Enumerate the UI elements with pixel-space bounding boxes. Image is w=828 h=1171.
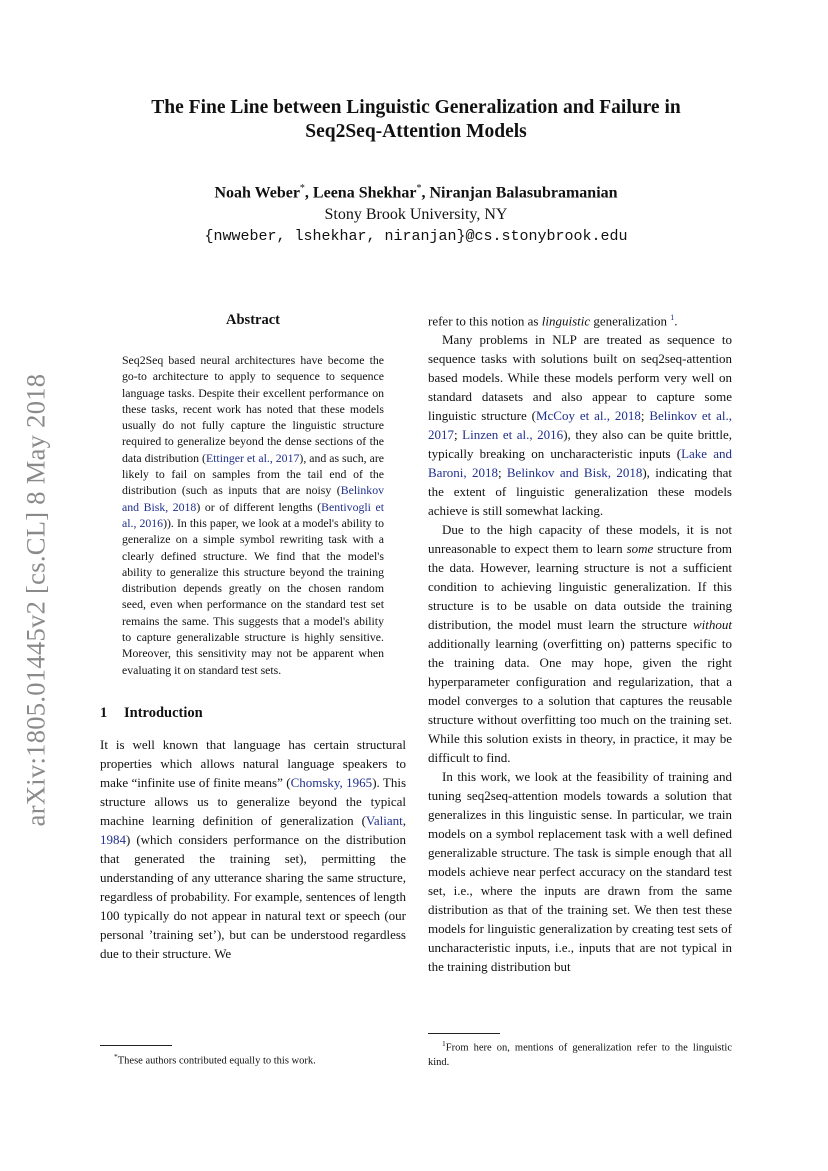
citation-link[interactable]: 1984 — [100, 831, 126, 847]
arxiv-identifier: arXiv:1805.01445v2 [cs.CL] 8 May 2018 — [20, 373, 51, 827]
footnote-rule — [428, 1033, 500, 1034]
citation-link[interactable]: Chomsky, 1965 — [290, 774, 373, 790]
author-3: Niranjan Balasubramanian — [429, 184, 618, 202]
author-emails: {nwweber, lshekhar, niranjan}@cs.stonybrook.edu — [204, 228, 628, 246]
author-2: Leena Shekhar — [312, 184, 417, 202]
body-paragraph: In this work, we look at the feasibility of training and tuning seq2seq-attention models towards a solution that generalizes in this linguistic sense. In particular, we train models on a symbol replacement task with a well defined generalizable structure. The task is simple enough that all models achieve near perfect accuracy on the standard test set, i.e., where the inputs are drawn from the same distribution as that of the training set. We then test these models for linguistic generalization by creating test sets of uncharacteristic inputs, i.e., inputs that are not typical in the training distribution but — [428, 769, 732, 975]
citation-link[interactable]: Belinkov et al., 2017 — [428, 408, 732, 443]
abstract-text: Seq2Seq based neural architectures have become the go-to architecture to apply to sequence to sequence language tasks. Despite their excellent performance on these tasks, recent work has noted that these models usually do not fully capture the linguistic structure required to generalize beyond the dense sections of the data distribution (Ettinger et al., 2017), and as such, are likely to fail on samples from the tail end of the distribution (such as inputs that are noisy (Belinkov and Bisk, 2018) or of different lengths (Bentivogli et al., 2016)). In this paper, we look at a model's ability to generalize on a simple symbol rewriting task with a clearly defined structure. We find that the model's ability to generalize this structure beyond the training distribution depends greatly on the chosen random seed, even when performance on the standard test set remains the same. This suggests that a model's ability to capture generalizable structure is highly sensitive. Moreover, this sensitivity may not be apparent when evaluating it on standard test sets. — [122, 353, 385, 677]
equal-contribution-mark: * — [416, 183, 422, 194]
citation-link[interactable]: Linzen et al., 2016 — [462, 427, 564, 443]
citation-link[interactable]: Lake and Baroni, 2018 — [428, 446, 732, 481]
paragraph-continuation: refer to this notion as linguistic generalization $^1$. — [428, 313, 678, 329]
footnote-link[interactable]: 1 — [670, 313, 675, 322]
abstract-heading: Abstract — [226, 312, 280, 328]
body-paragraph: Many problems in NLP are treated as sequence to sequence tasks with solutions built on seq2seq-attention based models. While these models perform very well on standard datasets and also appear to capture some linguistic structure (McCoy et al., 2018; Belinkov et al., 2017; Linzen et al., 2016), they also can be quite brittle, typically breaking on uncharacteristic inputs (Lake and Baroni, 2018; Belinkov and Bisk, 2018), indicating that the extent of linguistic generalization these models achieve is still somewhat lacking. — [428, 332, 732, 519]
author-block — [100, 178, 732, 248]
footnote-1: $^1$From here on, mentions of generalization refer to the linguistic kind. — [428, 1039, 732, 1068]
footnote-equal-contribution: *These authors contributed equally to this work. — [114, 1052, 316, 1067]
footnote-rule — [100, 1045, 172, 1046]
title-line-2: Seq2Seq-Attention Models — [305, 121, 527, 142]
right-column — [428, 308, 732, 976]
title-line-1: The Fine Line between Linguistic Generalization and Failure in — [151, 97, 681, 118]
intro-paragraph: It is well known that language has certain structural properties which allows natural language speakers to make “infinite use of finite means” (Chomsky, 1965). This structure allows us to generalize beyond the typical machine learning definition of generalization (Valiant, 1984) (which considers performance on the distribution that generated the training set), permitting the understanding of any utterance sharing the same structure, regardless of probability. For example, sentences of length 100 typically do not appear in natural text or speech (our personal ’training set’), but can be understood regardless due to their structure. We — [100, 736, 407, 961]
author-1: Noah Weber — [214, 184, 300, 202]
citation-link[interactable]: Belinkov and Bisk, 2018 — [122, 483, 384, 514]
citation-link[interactable]: McCoy et al., 2018 — [535, 408, 641, 424]
left-column — [100, 308, 406, 963]
citation-link[interactable]: Ettinger et al., 2017 — [205, 450, 300, 465]
affiliation: Stony Brook University, NY — [324, 206, 508, 224]
equal-contribution-mark: * — [299, 183, 305, 194]
citation-link[interactable]: Bentivogli et al., 2016 — [122, 499, 384, 530]
author-names: Noah Weber*, Leena Shekhar*, Niranjan Balasubramanian — [214, 183, 618, 202]
citation-link[interactable]: Valiant — [365, 812, 403, 828]
body-paragraph: Due to the high capacity of these models, it is not unreasonable to expect them to learn some structure from the data. However, learning structure is not a sufficient condition to achieving linguistic generalization. If this structure is to be usable on data outside the training distribution, the model must learn the structure without additionally learning (overfitting on) patterns specific to the training data. One may hope, given the right hyperparameter configuration and regularization, that a model converges to a solution that captures the reusable structure without overfitting too much on the training set. While this solution exists in theory, in practice, it may be difficult to find. — [428, 522, 732, 766]
paper-title — [100, 96, 732, 144]
section-heading-introduction: 1 Introduction — [100, 704, 203, 721]
citation-link[interactable]: Belinkov and Bisk, 2018 — [506, 465, 643, 481]
